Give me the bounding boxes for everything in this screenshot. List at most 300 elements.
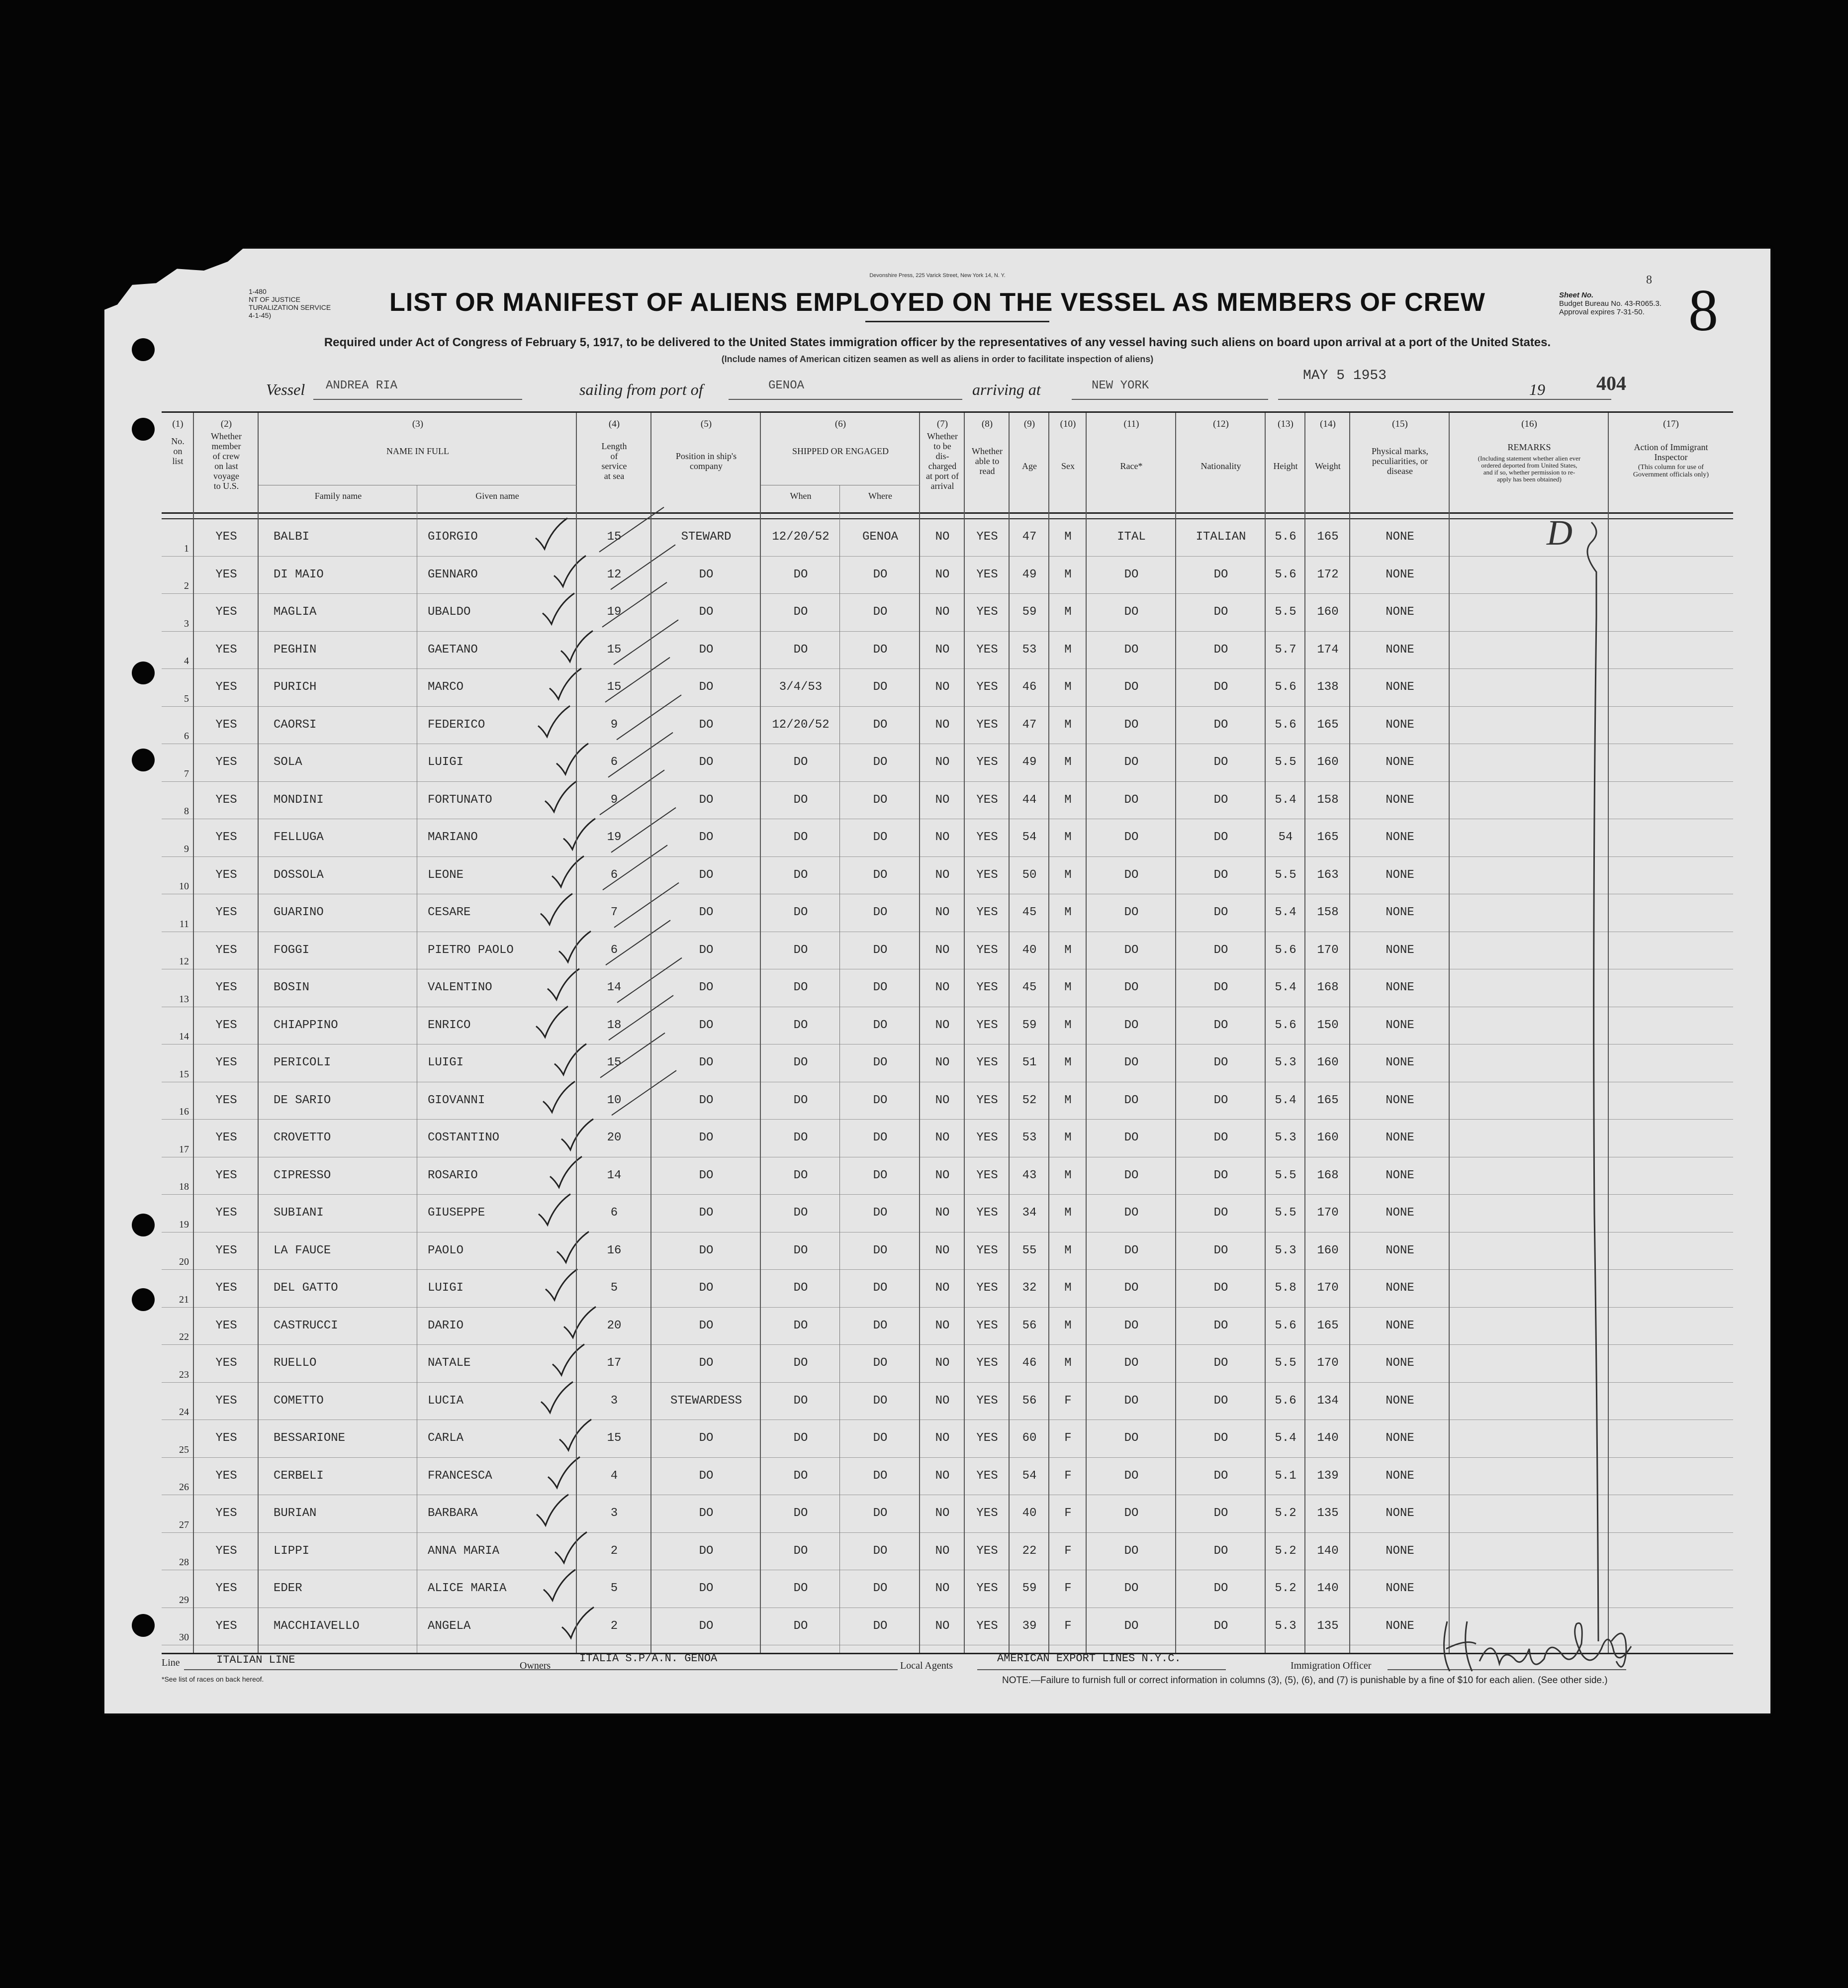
cell-read: YES <box>976 1356 998 1370</box>
cell-crew: YES <box>215 530 237 544</box>
cell-service: 19 <box>607 605 622 619</box>
check-mark <box>537 1495 568 1525</box>
check-mark <box>536 518 567 549</box>
cell-service: 2 <box>610 1544 618 1558</box>
cell-given: ALICE MARIA <box>428 1582 507 1595</box>
cell-given: GIOVANNI <box>428 1093 485 1107</box>
cell-position: DO <box>699 1018 714 1032</box>
cell-disch: NO <box>935 1507 950 1520</box>
cell-service: 15 <box>607 530 622 544</box>
cell-where: DO <box>873 605 888 619</box>
cell-family: DE SARIO <box>274 1093 331 1107</box>
cell-position: DO <box>699 1582 714 1595</box>
cell-height: 5.4 <box>1275 1093 1296 1107</box>
cell-weight: 134 <box>1317 1394 1339 1408</box>
cell-height: 5.6 <box>1275 1018 1296 1032</box>
cell-weight: 170 <box>1317 1281 1339 1295</box>
cell-when: DO <box>793 1131 808 1144</box>
cell-no: 18 <box>179 1181 189 1192</box>
subtitle: Required under Act of Congress of February 5, 1917, to be delivered to the United States immigration officer by the representatives of any vessel having such aliens on board upon arrival at a port of the United States. <box>324 336 1551 349</box>
cell-weight: 138 <box>1317 680 1339 694</box>
cell-height: 54 <box>1278 831 1293 844</box>
cell-height: 5.8 <box>1275 1281 1296 1295</box>
cell-read: YES <box>976 756 998 769</box>
cell-weight: 170 <box>1317 943 1339 957</box>
cell-given: PIETRO PAOLO <box>428 943 514 957</box>
cell-race: DO <box>1124 906 1139 919</box>
cell-service: 4 <box>610 1469 618 1483</box>
cell-marks: NONE <box>1386 793 1414 807</box>
cell-service: 14 <box>607 981 622 994</box>
cell-family: LA FAUCE <box>274 1243 331 1257</box>
cell-marks: NONE <box>1386 1544 1414 1558</box>
cell-weight: 150 <box>1317 1018 1339 1032</box>
cell-read: YES <box>976 643 998 657</box>
cell-crew: YES <box>215 1281 237 1295</box>
cell-height: 5.6 <box>1275 1319 1296 1332</box>
header-when: When <box>790 491 812 501</box>
cell-position: DO <box>699 906 714 919</box>
cell-disch: NO <box>935 1281 950 1295</box>
cell-disch: NO <box>935 831 950 844</box>
cell-race: DO <box>1124 1431 1139 1445</box>
cell-where: DO <box>873 1544 888 1558</box>
cell-weight: 140 <box>1317 1431 1339 1445</box>
cell-disch: NO <box>935 1544 950 1558</box>
cell-family: CASTRUCCI <box>274 1319 338 1332</box>
cell-marks: NONE <box>1386 1619 1414 1633</box>
cell-crew: YES <box>215 1243 237 1257</box>
cell-nat: DO <box>1213 981 1228 994</box>
cell-nat: DO <box>1213 943 1228 957</box>
cell-no: 21 <box>179 1294 189 1305</box>
cell-nat: DO <box>1213 1582 1228 1595</box>
cell-crew: YES <box>215 605 237 619</box>
cell-position: DO <box>699 1469 714 1483</box>
cell-family: MAGLIA <box>274 605 317 619</box>
cell-when: DO <box>793 981 808 994</box>
cell-where: DO <box>873 831 888 844</box>
year-label: 19 <box>1529 380 1545 398</box>
header-given-name: Given name <box>475 491 519 501</box>
cell-read: YES <box>976 1507 998 1520</box>
column-divider <box>1175 413 1176 1653</box>
cell-position: DO <box>699 605 714 619</box>
cell-race: DO <box>1124 1243 1139 1257</box>
cell-sex: M <box>1064 1093 1072 1107</box>
cell-weight: 160 <box>1317 1131 1339 1144</box>
cell-height: 5.7 <box>1275 643 1296 657</box>
cell-marks: NONE <box>1386 1319 1414 1332</box>
races-note: *See list of races on back hereof. <box>162 1675 264 1683</box>
cell-when: 12/20/52 <box>772 530 830 544</box>
sheet-number-small: 8 <box>1646 274 1652 286</box>
cell-disch: NO <box>935 868 950 882</box>
cell-read: YES <box>976 1168 998 1182</box>
cell-height: 5.3 <box>1275 1619 1296 1633</box>
cell-where: DO <box>873 1206 888 1220</box>
cell-where: DO <box>873 793 888 807</box>
cell-read: YES <box>976 680 998 694</box>
cell-crew: YES <box>215 1131 237 1144</box>
cell-service: 5 <box>610 1582 618 1595</box>
cell-where: DO <box>873 1281 888 1295</box>
cell-height: 5.4 <box>1275 906 1296 919</box>
cell-given: VALENTINO <box>428 981 492 994</box>
cell-age: 60 <box>1022 1431 1037 1445</box>
cell-marks: NONE <box>1386 1093 1414 1107</box>
cell-race: DO <box>1124 568 1139 581</box>
cell-race: DO <box>1124 1093 1139 1107</box>
cell-nat: DO <box>1213 1056 1228 1069</box>
cell-marks: NONE <box>1386 1131 1414 1144</box>
cell-where: DO <box>873 1356 888 1370</box>
check-mark <box>561 631 593 662</box>
header-member-of-crew: Whether member of crew on last voyage to U.S. <box>211 431 242 491</box>
cell-where: GENOA <box>862 530 898 544</box>
cell-age: 46 <box>1022 1356 1037 1370</box>
cell-crew: YES <box>215 981 237 994</box>
cell-crew: YES <box>215 1319 237 1332</box>
cell-disch: NO <box>935 981 950 994</box>
cell-marks: NONE <box>1386 943 1414 957</box>
cell-race: DO <box>1124 868 1139 882</box>
cell-nat: DO <box>1213 1168 1228 1182</box>
check-mark <box>552 856 584 887</box>
cell-position: DO <box>699 943 714 957</box>
cell-race: DO <box>1124 605 1139 619</box>
cell-crew: YES <box>215 1619 237 1633</box>
cell-service: 12 <box>607 568 622 581</box>
officer-signature <box>1437 1611 1656 1676</box>
cell-height: 5.1 <box>1275 1469 1296 1483</box>
cell-crew: YES <box>215 1582 237 1595</box>
cell-age: 51 <box>1022 1056 1037 1069</box>
cell-age: 54 <box>1022 831 1037 844</box>
cell-age: 53 <box>1022 1131 1037 1144</box>
cell-service: 6 <box>610 1206 618 1220</box>
cell-crew: YES <box>215 906 237 919</box>
cell-service: 18 <box>607 1018 622 1032</box>
cell-marks: NONE <box>1386 831 1414 844</box>
agents-value: AMERICAN EXPORT LINES N.Y.C. <box>997 1652 1181 1665</box>
cell-weight: 140 <box>1317 1582 1339 1595</box>
cell-weight: 165 <box>1317 1319 1339 1332</box>
cell-given: ANGELA <box>428 1619 471 1633</box>
cell-weight: 165 <box>1317 1093 1339 1107</box>
cell-no: 6 <box>184 731 189 742</box>
cell-no: 4 <box>184 656 189 666</box>
cell-marks: NONE <box>1386 1056 1414 1069</box>
cell-nat: DO <box>1213 1469 1228 1483</box>
cell-no: 30 <box>179 1632 189 1643</box>
cell-height: 5.6 <box>1275 530 1296 544</box>
cell-no: 13 <box>179 993 189 1005</box>
check-mark <box>543 593 574 624</box>
cell-weight: 160 <box>1317 1056 1339 1069</box>
check-mark <box>557 1231 589 1262</box>
cell-family: PURICH <box>274 680 317 694</box>
cell-disch: NO <box>935 1243 950 1257</box>
cell-family: BURIAN <box>274 1507 317 1520</box>
cell-crew: YES <box>215 1431 237 1445</box>
cell-marks: NONE <box>1386 530 1414 544</box>
cell-no: 14 <box>179 1031 189 1042</box>
cell-height: 5.2 <box>1275 1544 1296 1558</box>
cell-sex: M <box>1064 1056 1072 1069</box>
check-mark <box>550 1156 582 1187</box>
column-number: (9) <box>1023 419 1035 429</box>
column-number: (11) <box>1123 419 1139 429</box>
arriving-port: NEW YORK <box>1092 379 1149 392</box>
cell-where: DO <box>873 1619 888 1633</box>
cell-sex: M <box>1064 718 1072 732</box>
column-number: (12) <box>1213 419 1229 429</box>
header-sex: Sex <box>1061 461 1075 471</box>
cell-weight: 165 <box>1317 718 1339 732</box>
cell-crew: YES <box>215 568 237 581</box>
column-divider <box>1304 413 1305 1653</box>
cell-family: SOLA <box>274 756 302 769</box>
cell-service: 17 <box>607 1356 622 1370</box>
cell-service: 9 <box>610 718 618 732</box>
cell-read: YES <box>976 943 998 957</box>
line-value: ITALIAN LINE <box>216 1654 295 1666</box>
cell-age: 59 <box>1022 1018 1037 1032</box>
cell-service: 6 <box>610 943 618 957</box>
cell-sex: M <box>1064 1243 1072 1257</box>
cell-nat: DO <box>1213 906 1228 919</box>
cell-position: DO <box>699 1056 714 1069</box>
check-mark <box>559 931 591 962</box>
cell-race: DO <box>1124 1206 1139 1220</box>
column-divider <box>839 485 840 1653</box>
cell-height: 5.6 <box>1275 680 1296 694</box>
cell-where: DO <box>873 1243 888 1257</box>
column-divider <box>1086 413 1087 1653</box>
header-action: Action of Immigrant Inspector <box>1634 442 1708 462</box>
service-stroke <box>599 507 664 552</box>
cell-age: 59 <box>1022 605 1037 619</box>
cell-crew: YES <box>215 1206 237 1220</box>
cell-given: LEONE <box>428 868 464 882</box>
cell-weight: 168 <box>1317 981 1339 994</box>
cell-read: YES <box>976 1206 998 1220</box>
header-remarks-note: (Including statement whether alien ever ordered deported from United States, and if so, whether permission to re- apply has been obtained) <box>1478 455 1581 483</box>
cell-service: 15 <box>607 1431 622 1445</box>
punch-hole <box>132 749 155 771</box>
cell-position: DO <box>699 1168 714 1182</box>
cell-position: STEWARD <box>681 530 732 544</box>
column-number: (17) <box>1663 419 1679 429</box>
cell-marks: NONE <box>1386 568 1414 581</box>
cell-family: BALBI <box>274 530 310 544</box>
cell-weight: 135 <box>1317 1507 1339 1520</box>
cell-nat: ITALIAN <box>1196 530 1246 544</box>
check-mark <box>536 1006 568 1037</box>
cell-sex: M <box>1064 756 1072 769</box>
check-mark <box>548 1457 580 1488</box>
cell-family: CAORSI <box>274 718 317 732</box>
column-divider <box>1009 413 1010 1653</box>
column-number: (8) <box>981 419 993 429</box>
cell-age: 49 <box>1022 568 1037 581</box>
cell-sex: M <box>1064 793 1072 807</box>
cell-where: DO <box>873 756 888 769</box>
column-number: (13) <box>1278 419 1294 429</box>
cell-service: 5 <box>610 1281 618 1295</box>
cell-disch: NO <box>935 1093 950 1107</box>
cell-service: 15 <box>607 643 622 657</box>
cell-age: 46 <box>1022 680 1037 694</box>
cell-family: COMETTO <box>274 1394 324 1408</box>
check-mark <box>545 781 577 812</box>
cell-disch: NO <box>935 1356 950 1370</box>
cell-marks: NONE <box>1386 1281 1414 1295</box>
cell-position: DO <box>699 1281 714 1295</box>
cell-sex: M <box>1064 530 1072 544</box>
cell-crew: YES <box>215 718 237 732</box>
cell-weight: 174 <box>1317 643 1339 657</box>
cell-weight: 160 <box>1317 1243 1339 1257</box>
cell-when: DO <box>793 943 808 957</box>
cell-no: 28 <box>179 1557 189 1568</box>
cell-nat: DO <box>1213 1319 1228 1332</box>
cell-read: YES <box>976 1319 998 1332</box>
cell-no: 2 <box>184 580 189 591</box>
approval-expiry: Approval expires 7-31-50. <box>1559 308 1645 316</box>
cell-where: DO <box>873 1582 888 1595</box>
cell-service: 3 <box>610 1507 618 1520</box>
arrival-date: MAY 5 1953 <box>1303 368 1387 383</box>
cell-position: DO <box>699 1544 714 1558</box>
cell-height: 5.6 <box>1275 568 1296 581</box>
page-title: LIST OR MANIFEST OF ALIENS EMPLOYED ON THE VESSEL AS MEMBERS OF CREW <box>389 288 1485 317</box>
cell-marks: NONE <box>1386 1168 1414 1182</box>
cell-height: 5.2 <box>1275 1582 1296 1595</box>
cell-family: GUARINO <box>274 906 324 919</box>
cell-nat: DO <box>1213 680 1228 694</box>
cell-given: GENNARO <box>428 568 478 581</box>
check-mark <box>541 1382 573 1413</box>
cell-height: 5.3 <box>1275 1131 1296 1144</box>
cell-read: YES <box>976 1544 998 1558</box>
cell-position: DO <box>699 981 714 994</box>
cell-given: LUIGI <box>428 1056 464 1069</box>
cell-sex: F <box>1064 1544 1072 1558</box>
inspector-checkmarks <box>162 413 1733 1653</box>
cell-height: 5.6 <box>1275 718 1296 732</box>
cell-where: DO <box>873 906 888 919</box>
cell-height: 5.5 <box>1275 1356 1296 1370</box>
cell-when: DO <box>793 1619 808 1633</box>
cell-age: 59 <box>1022 1582 1037 1595</box>
header-remarks: REMARKS <box>1507 442 1551 452</box>
cell-read: YES <box>976 793 998 807</box>
cell-marks: NONE <box>1386 1582 1414 1595</box>
column-divider <box>964 413 965 1653</box>
header-weight: Weight <box>1315 461 1341 471</box>
punch-hole <box>132 1288 155 1311</box>
cell-weight: 135 <box>1317 1619 1339 1633</box>
cell-sex: M <box>1064 906 1072 919</box>
cell-race: DO <box>1124 1056 1139 1069</box>
cell-sex: M <box>1064 943 1072 957</box>
cell-crew: YES <box>215 1544 237 1558</box>
check-mark <box>543 1081 575 1112</box>
cell-family: BOSIN <box>274 981 310 994</box>
remark-mark: D <box>1547 513 1572 553</box>
column-number: (16) <box>1521 419 1537 429</box>
column-number: (6) <box>834 419 846 429</box>
cell-marks: NONE <box>1386 981 1414 994</box>
cell-given: CARLA <box>428 1431 464 1445</box>
column-number: (14) <box>1320 419 1336 429</box>
cell-given: PAOLO <box>428 1243 464 1257</box>
cell-no: 7 <box>184 768 189 779</box>
header-name-in-full: NAME IN FULL <box>386 446 449 456</box>
cell-sex: M <box>1064 831 1072 844</box>
cell-when: 12/20/52 <box>772 718 830 732</box>
cell-nat: DO <box>1213 868 1228 882</box>
cell-given: ROSARIO <box>428 1168 478 1182</box>
check-mark <box>546 1269 577 1300</box>
cell-when: DO <box>793 605 808 619</box>
cell-when: DO <box>793 1206 808 1220</box>
cell-given: BARBARA <box>428 1507 478 1520</box>
cell-family: SUBIANI <box>274 1206 324 1220</box>
cell-age: 47 <box>1022 530 1037 544</box>
column-divider <box>576 413 577 1653</box>
agents-label: Local Agents <box>900 1660 953 1671</box>
cell-nat: DO <box>1213 718 1228 732</box>
cell-read: YES <box>976 1131 998 1144</box>
cell-read: YES <box>976 568 998 581</box>
cell-crew: YES <box>215 756 237 769</box>
column-divider <box>760 413 761 1653</box>
cell-no: 11 <box>179 918 189 930</box>
cell-disch: NO <box>935 793 950 807</box>
sheet-label: Sheet No. <box>1559 291 1594 299</box>
cell-position: DO <box>699 1619 714 1633</box>
cell-no: 16 <box>179 1106 189 1117</box>
cell-height: 5.5 <box>1275 868 1296 882</box>
cell-given: CESARE <box>428 906 471 919</box>
cell-sex: M <box>1064 1356 1072 1370</box>
cell-race: DO <box>1124 1018 1139 1032</box>
cell-service: 6 <box>610 756 618 769</box>
header-discharged: Whether to be dis- charged at port of arrival <box>926 431 959 491</box>
column-divider <box>1265 413 1266 1653</box>
cell-when: DO <box>793 793 808 807</box>
cell-marks: NONE <box>1386 718 1414 732</box>
cell-race: ITAL <box>1117 530 1146 544</box>
cell-disch: NO <box>935 680 950 694</box>
cell-weight: 160 <box>1317 605 1339 619</box>
cell-family: PEGHIN <box>274 643 317 657</box>
cell-when: DO <box>793 1168 808 1182</box>
cell-family: MONDINI <box>274 793 324 807</box>
cell-when: DO <box>793 1319 808 1332</box>
cell-crew: YES <box>215 1507 237 1520</box>
cell-position: DO <box>699 1243 714 1257</box>
cell-crew: YES <box>215 643 237 657</box>
cell-given: GIORGIO <box>428 530 478 544</box>
cell-position: DO <box>699 831 714 844</box>
column-number: (5) <box>700 419 712 429</box>
cell-position: DO <box>699 793 714 807</box>
vessel-name: ANDREA RIA <box>326 379 398 392</box>
